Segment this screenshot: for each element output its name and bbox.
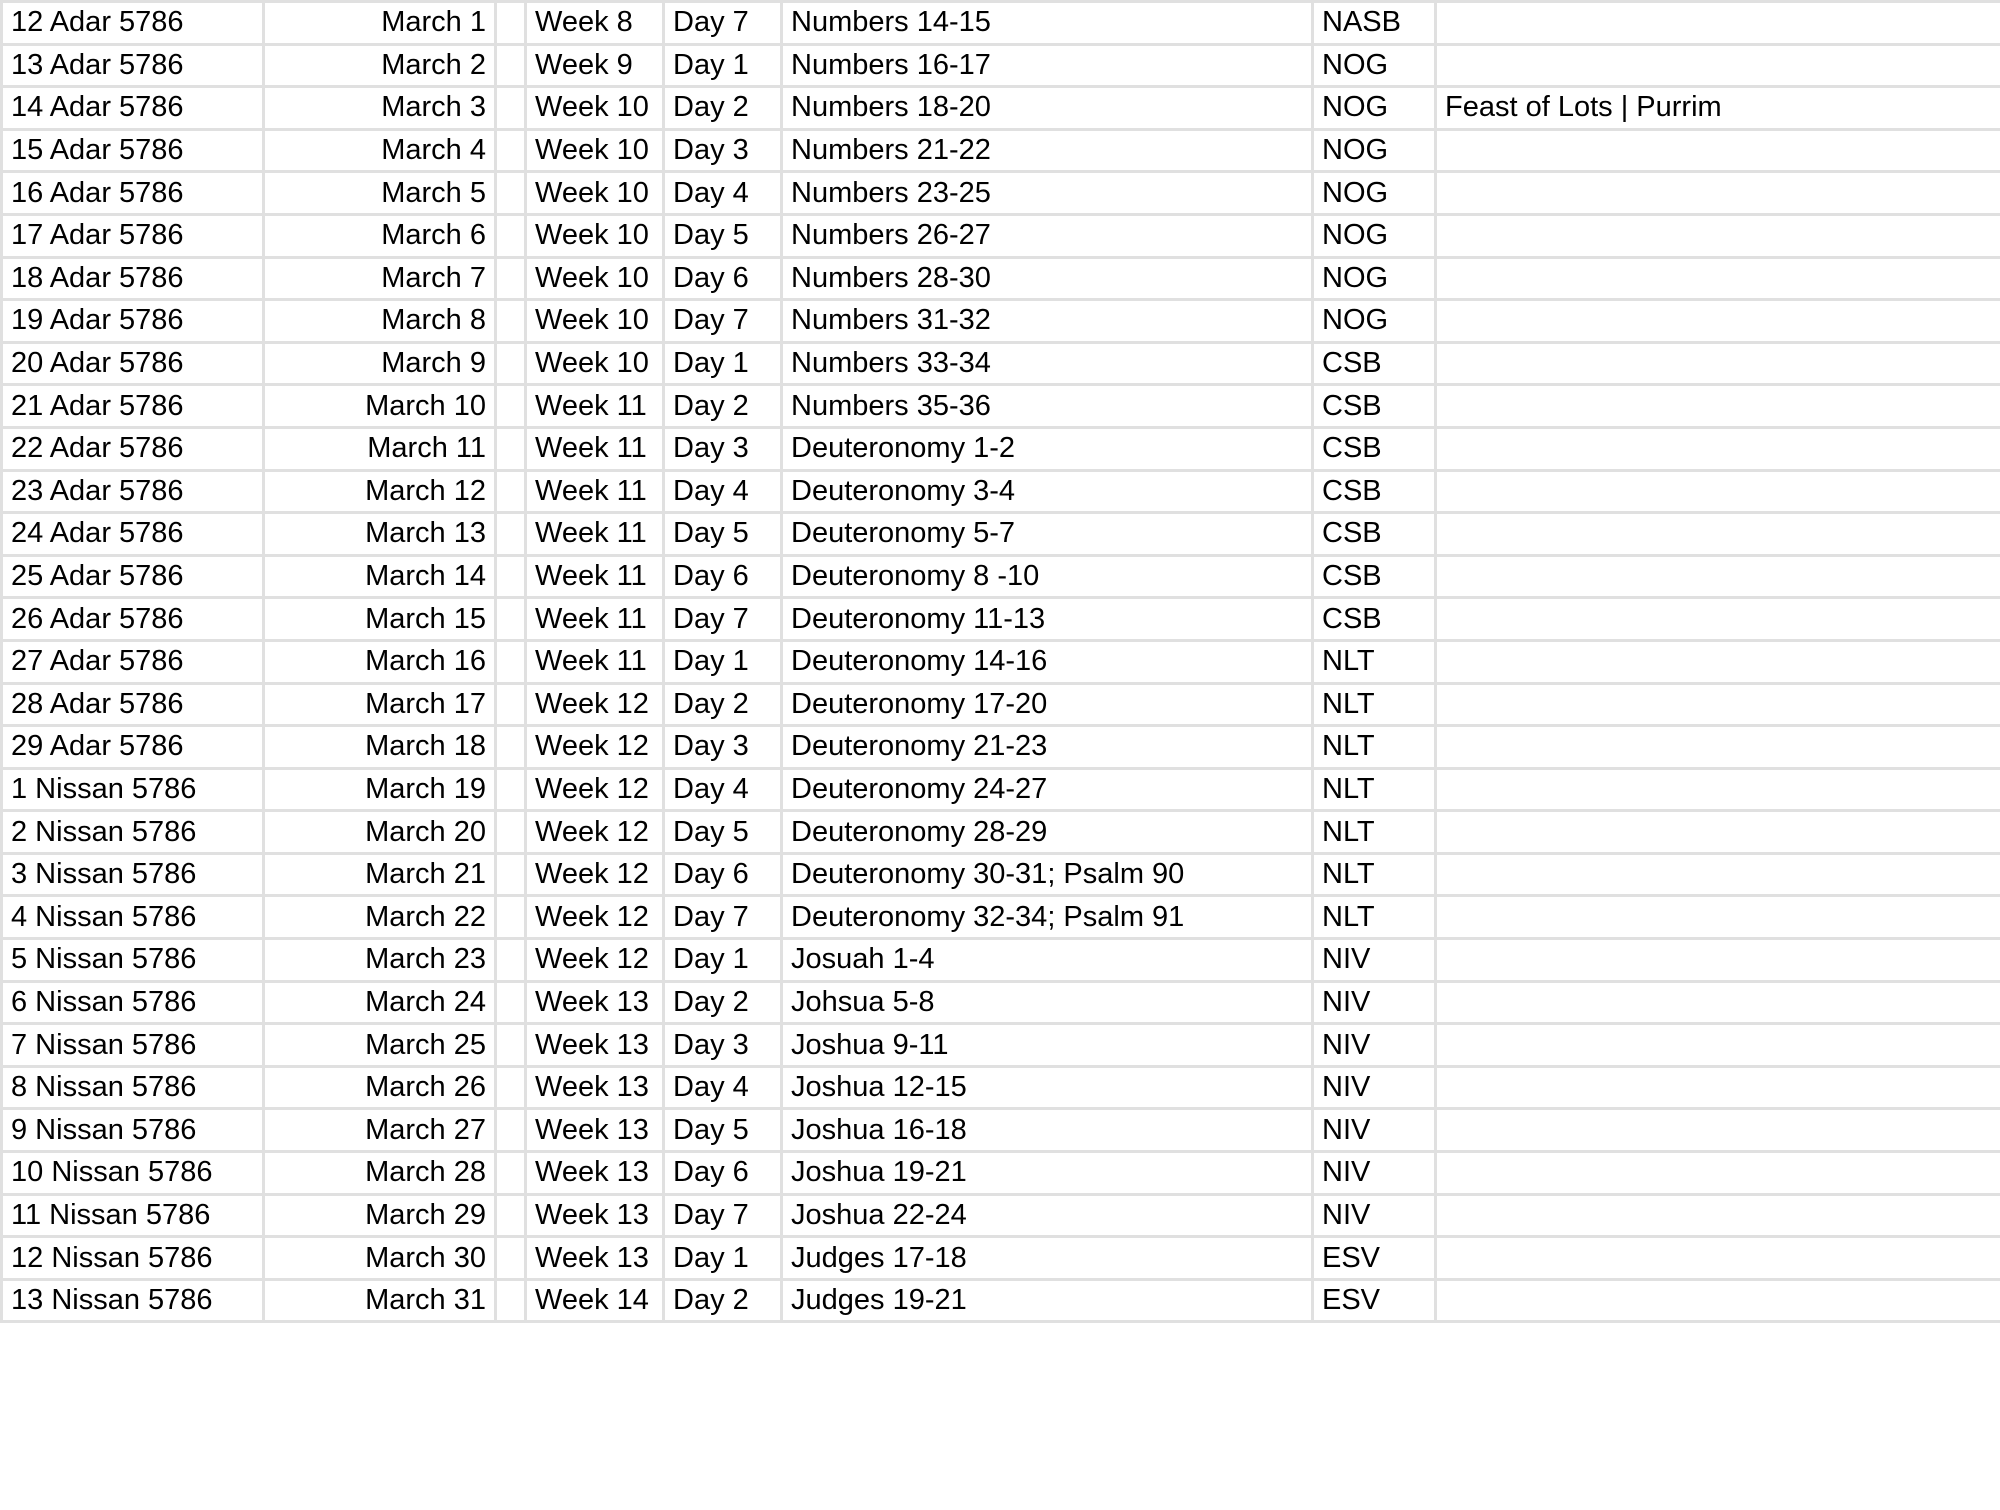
note-cell[interactable]: [1436, 1237, 2000, 1280]
empty-cell[interactable]: [496, 1109, 526, 1152]
hebrew-date-cell[interactable]: 16 Adar 5786: [2, 172, 264, 215]
hebrew-date-cell[interactable]: 29 Adar 5786: [2, 726, 264, 769]
version-cell[interactable]: CSB: [1313, 427, 1436, 470]
note-cell[interactable]: [1436, 470, 2000, 513]
date-cell[interactable]: March 22: [264, 896, 496, 939]
empty-cell[interactable]: [496, 1194, 526, 1237]
version-cell[interactable]: NIV: [1313, 1194, 1436, 1237]
day-cell[interactable]: Day 2: [664, 1279, 782, 1322]
date-cell[interactable]: March 15: [264, 598, 496, 641]
day-cell[interactable]: Day 1: [664, 939, 782, 982]
date-cell[interactable]: March 3: [264, 87, 496, 130]
reading-cell[interactable]: Numbers 28-30: [782, 257, 1313, 300]
week-cell[interactable]: Week 9: [526, 44, 664, 87]
hebrew-date-cell[interactable]: 13 Adar 5786: [2, 44, 264, 87]
day-cell[interactable]: Day 3: [664, 129, 782, 172]
table-row: [2, 939, 2000, 982]
reading-cell[interactable]: Deuteronomy 21-23: [782, 726, 1313, 769]
date-cell[interactable]: March 4: [264, 129, 496, 172]
reading-cell[interactable]: Judges 19-21: [782, 1279, 1313, 1322]
reading-cell[interactable]: Deuteronomy 14-16: [782, 640, 1313, 683]
note-cell[interactable]: [1436, 896, 2000, 939]
table-row: [2, 726, 2000, 769]
empty-cell[interactable]: [496, 300, 526, 343]
table-row: [2, 470, 2000, 513]
version-cell[interactable]: NLT: [1313, 726, 1436, 769]
date-cell[interactable]: March 29: [264, 1194, 496, 1237]
note-cell[interactable]: [1436, 342, 2000, 385]
hebrew-date-cell[interactable]: 22 Adar 5786: [2, 427, 264, 470]
hebrew-date-cell[interactable]: 17 Adar 5786: [2, 214, 264, 257]
day-cell[interactable]: Day 1: [664, 342, 782, 385]
empty-cell[interactable]: [496, 853, 526, 896]
day-cell[interactable]: Day 5: [664, 1109, 782, 1152]
empty-cell[interactable]: [496, 385, 526, 428]
note-cell[interactable]: [1436, 44, 2000, 87]
version-cell[interactable]: NLT: [1313, 683, 1436, 726]
table-row: [2, 44, 2000, 87]
day-cell[interactable]: Day 1: [664, 44, 782, 87]
version-cell[interactable]: NLT: [1313, 896, 1436, 939]
empty-cell[interactable]: [496, 1066, 526, 1109]
hebrew-date-cell[interactable]: 12 Adar 5786: [2, 2, 264, 45]
date-cell[interactable]: March 23: [264, 939, 496, 982]
table-row: [2, 555, 2000, 598]
week-cell[interactable]: Week 11: [526, 640, 664, 683]
reading-cell[interactable]: Josuah 1-4: [782, 939, 1313, 982]
hebrew-date-cell[interactable]: 13 Nissan 5786: [2, 1279, 264, 1322]
table-body: [2, 2, 2000, 1322]
version-cell[interactable]: NOG: [1313, 300, 1436, 343]
empty-cell[interactable]: [496, 683, 526, 726]
note-cell[interactable]: [1436, 683, 2000, 726]
empty-cell[interactable]: [496, 87, 526, 130]
note-cell[interactable]: [1436, 939, 2000, 982]
version-cell[interactable]: NOG: [1313, 257, 1436, 300]
empty-cell[interactable]: [496, 2, 526, 45]
date-cell[interactable]: March 30: [264, 1237, 496, 1280]
reading-cell[interactable]: Numbers 21-22: [782, 129, 1313, 172]
day-cell[interactable]: Day 2: [664, 87, 782, 130]
reading-cell[interactable]: Joshua 19-21: [782, 1152, 1313, 1195]
table-row: [2, 342, 2000, 385]
day-cell[interactable]: Day 5: [664, 513, 782, 556]
hebrew-date-cell[interactable]: 19 Adar 5786: [2, 300, 264, 343]
reading-cell[interactable]: Deuteronomy 24-27: [782, 768, 1313, 811]
day-cell[interactable]: Day 4: [664, 1066, 782, 1109]
reading-cell[interactable]: Deuteronomy 5-7: [782, 513, 1313, 556]
day-cell[interactable]: Day 3: [664, 1024, 782, 1067]
day-cell[interactable]: Day 4: [664, 768, 782, 811]
hebrew-date-cell[interactable]: 3 Nissan 5786: [2, 853, 264, 896]
version-cell[interactable]: NIV: [1313, 1066, 1436, 1109]
note-cell[interactable]: Feast of Lots | Purrim: [1436, 87, 2000, 130]
table-row: [2, 598, 2000, 641]
week-cell[interactable]: Week 13: [526, 1152, 664, 1195]
empty-cell[interactable]: [496, 1279, 526, 1322]
week-cell[interactable]: Week 10: [526, 300, 664, 343]
reading-cell[interactable]: Deuteronomy 11-13: [782, 598, 1313, 641]
week-cell[interactable]: Week 13: [526, 1194, 664, 1237]
hebrew-date-cell[interactable]: 5 Nissan 5786: [2, 939, 264, 982]
week-cell[interactable]: Week 13: [526, 981, 664, 1024]
hebrew-date-cell[interactable]: 9 Nissan 5786: [2, 1109, 264, 1152]
date-cell[interactable]: March 11: [264, 427, 496, 470]
empty-cell[interactable]: [496, 811, 526, 854]
date-cell[interactable]: March 18: [264, 726, 496, 769]
note-cell[interactable]: [1436, 726, 2000, 769]
date-cell[interactable]: March 14: [264, 555, 496, 598]
reading-cell[interactable]: Deuteronomy 1-2: [782, 427, 1313, 470]
table-row: [2, 214, 2000, 257]
table-row: [2, 1152, 2000, 1195]
table-row: [2, 300, 2000, 343]
date-cell[interactable]: March 2: [264, 44, 496, 87]
version-cell[interactable]: NIV: [1313, 1109, 1436, 1152]
date-cell[interactable]: March 17: [264, 683, 496, 726]
note-cell[interactable]: [1436, 300, 2000, 343]
date-cell[interactable]: March 5: [264, 172, 496, 215]
note-cell[interactable]: [1436, 1279, 2000, 1322]
hebrew-date-cell[interactable]: 24 Adar 5786: [2, 513, 264, 556]
date-cell[interactable]: March 19: [264, 768, 496, 811]
week-cell[interactable]: Week 14: [526, 1279, 664, 1322]
version-cell[interactable]: NLT: [1313, 768, 1436, 811]
note-cell[interactable]: [1436, 172, 2000, 215]
table-row: [2, 257, 2000, 300]
week-cell[interactable]: Week 10: [526, 87, 664, 130]
hebrew-date-cell[interactable]: 7 Nissan 5786: [2, 1024, 264, 1067]
note-cell[interactable]: [1436, 555, 2000, 598]
hebrew-date-cell[interactable]: 11 Nissan 5786: [2, 1194, 264, 1237]
version-cell[interactable]: NOG: [1313, 172, 1436, 215]
date-cell[interactable]: March 24: [264, 981, 496, 1024]
day-cell[interactable]: Day 3: [664, 427, 782, 470]
version-cell[interactable]: NOG: [1313, 129, 1436, 172]
week-cell[interactable]: Week 12: [526, 853, 664, 896]
empty-cell[interactable]: [496, 172, 526, 215]
version-cell[interactable]: NOG: [1313, 87, 1436, 130]
version-cell[interactable]: CSB: [1313, 342, 1436, 385]
day-cell[interactable]: Day 7: [664, 1194, 782, 1237]
table-row: [2, 513, 2000, 556]
day-cell[interactable]: Day 2: [664, 981, 782, 1024]
empty-cell[interactable]: [496, 555, 526, 598]
week-cell[interactable]: Week 10: [526, 214, 664, 257]
hebrew-date-cell[interactable]: 1 Nissan 5786: [2, 768, 264, 811]
empty-cell[interactable]: [496, 598, 526, 641]
week-cell[interactable]: Week 10: [526, 342, 664, 385]
table-row: [2, 981, 2000, 1024]
version-cell[interactable]: CSB: [1313, 598, 1436, 641]
hebrew-date-cell[interactable]: 23 Adar 5786: [2, 470, 264, 513]
hebrew-date-cell[interactable]: 8 Nissan 5786: [2, 1066, 264, 1109]
version-cell[interactable]: ESV: [1313, 1279, 1436, 1322]
date-cell[interactable]: March 10: [264, 385, 496, 428]
reading-cell[interactable]: Deuteronomy 17-20: [782, 683, 1313, 726]
day-cell[interactable]: Day 5: [664, 214, 782, 257]
date-cell[interactable]: March 1: [264, 2, 496, 45]
reading-cell[interactable]: Numbers 14-15: [782, 2, 1313, 45]
hebrew-date-cell[interactable]: 2 Nissan 5786: [2, 811, 264, 854]
table-row: [2, 768, 2000, 811]
reading-cell[interactable]: Joshua 22-24: [782, 1194, 1313, 1237]
day-cell[interactable]: Day 6: [664, 257, 782, 300]
version-cell[interactable]: NASB: [1313, 2, 1436, 45]
empty-cell[interactable]: [496, 939, 526, 982]
note-cell[interactable]: [1436, 853, 2000, 896]
week-cell[interactable]: Week 13: [526, 1066, 664, 1109]
date-cell[interactable]: March 13: [264, 513, 496, 556]
week-cell[interactable]: Week 13: [526, 1109, 664, 1152]
day-cell[interactable]: Day 6: [664, 853, 782, 896]
reading-cell[interactable]: Deuteronomy 3-4: [782, 470, 1313, 513]
note-cell[interactable]: [1436, 2, 2000, 45]
reading-cell[interactable]: Joshua 9-11: [782, 1024, 1313, 1067]
week-cell[interactable]: Week 12: [526, 683, 664, 726]
empty-cell[interactable]: [496, 726, 526, 769]
version-cell[interactable]: NIV: [1313, 1024, 1436, 1067]
week-cell[interactable]: Week 11: [526, 555, 664, 598]
week-cell[interactable]: Week 10: [526, 257, 664, 300]
reading-cell[interactable]: Judges 17-18: [782, 1237, 1313, 1280]
reading-cell[interactable]: Numbers 16-17: [782, 44, 1313, 87]
note-cell[interactable]: [1436, 598, 2000, 641]
reading-cell[interactable]: Deuteronomy 8 -10: [782, 555, 1313, 598]
hebrew-date-cell[interactable]: 15 Adar 5786: [2, 129, 264, 172]
empty-cell[interactable]: [496, 342, 526, 385]
note-cell[interactable]: [1436, 257, 2000, 300]
week-cell[interactable]: Week 11: [526, 513, 664, 556]
table-row: [2, 1194, 2000, 1237]
week-cell[interactable]: Week 12: [526, 939, 664, 982]
note-cell[interactable]: [1436, 513, 2000, 556]
reading-cell[interactable]: Deuteronomy 28-29: [782, 811, 1313, 854]
week-cell[interactable]: Week 10: [526, 129, 664, 172]
day-cell[interactable]: Day 1: [664, 1237, 782, 1280]
hebrew-date-cell[interactable]: 25 Adar 5786: [2, 555, 264, 598]
week-cell[interactable]: Week 11: [526, 470, 664, 513]
table-row: [2, 427, 2000, 470]
note-cell[interactable]: [1436, 1109, 2000, 1152]
hebrew-date-cell[interactable]: 14 Adar 5786: [2, 87, 264, 130]
hebrew-date-cell[interactable]: 12 Nissan 5786: [2, 1237, 264, 1280]
version-cell[interactable]: NOG: [1313, 44, 1436, 87]
reading-cell[interactable]: Deuteronomy 32-34; Psalm 91: [782, 896, 1313, 939]
version-cell[interactable]: NLT: [1313, 811, 1436, 854]
reading-cell[interactable]: Numbers 35-36: [782, 385, 1313, 428]
day-cell[interactable]: Day 1: [664, 640, 782, 683]
empty-cell[interactable]: [496, 129, 526, 172]
empty-cell[interactable]: [496, 470, 526, 513]
week-cell[interactable]: Week 11: [526, 598, 664, 641]
date-cell[interactable]: March 8: [264, 300, 496, 343]
week-cell[interactable]: Week 11: [526, 427, 664, 470]
table-row: [2, 896, 2000, 939]
day-cell[interactable]: Day 4: [664, 470, 782, 513]
version-cell[interactable]: CSB: [1313, 470, 1436, 513]
table-row: [2, 640, 2000, 683]
note-cell[interactable]: [1436, 1194, 2000, 1237]
empty-cell[interactable]: [496, 214, 526, 257]
date-cell[interactable]: March 31: [264, 1279, 496, 1322]
table-row: [2, 1237, 2000, 1280]
table-row: [2, 129, 2000, 172]
note-cell[interactable]: [1436, 768, 2000, 811]
hebrew-date-cell[interactable]: 20 Adar 5786: [2, 342, 264, 385]
empty-cell[interactable]: [496, 981, 526, 1024]
empty-cell[interactable]: [496, 44, 526, 87]
day-cell[interactable]: Day 7: [664, 300, 782, 343]
version-cell[interactable]: NLT: [1313, 853, 1436, 896]
table-row: [2, 1279, 2000, 1322]
empty-cell[interactable]: [496, 640, 526, 683]
day-cell[interactable]: Day 6: [664, 555, 782, 598]
note-cell[interactable]: [1436, 129, 2000, 172]
version-cell[interactable]: NIV: [1313, 1152, 1436, 1195]
reading-cell[interactable]: Numbers 18-20: [782, 87, 1313, 130]
note-cell[interactable]: [1436, 1066, 2000, 1109]
hebrew-date-cell[interactable]: 27 Adar 5786: [2, 640, 264, 683]
reading-cell[interactable]: Numbers 31-32: [782, 300, 1313, 343]
table-row: [2, 87, 2000, 130]
day-cell[interactable]: Day 5: [664, 811, 782, 854]
reading-cell[interactable]: Numbers 26-27: [782, 214, 1313, 257]
day-cell[interactable]: Day 2: [664, 683, 782, 726]
week-cell[interactable]: Week 12: [526, 768, 664, 811]
note-cell[interactable]: [1436, 1152, 2000, 1195]
reading-cell[interactable]: Johsua 5-8: [782, 981, 1313, 1024]
table-row: [2, 853, 2000, 896]
table-row: [2, 1024, 2000, 1067]
version-cell[interactable]: NIV: [1313, 981, 1436, 1024]
date-cell[interactable]: March 20: [264, 811, 496, 854]
version-cell[interactable]: CSB: [1313, 555, 1436, 598]
hebrew-date-cell[interactable]: 10 Nissan 5786: [2, 1152, 264, 1195]
table-row: [2, 811, 2000, 854]
empty-cell[interactable]: [496, 1237, 526, 1280]
empty-cell[interactable]: [496, 768, 526, 811]
table-row: [2, 1066, 2000, 1109]
note-cell[interactable]: [1436, 385, 2000, 428]
version-cell[interactable]: NLT: [1313, 640, 1436, 683]
week-cell[interactable]: Week 12: [526, 896, 664, 939]
date-cell[interactable]: March 21: [264, 853, 496, 896]
week-cell[interactable]: Week 8: [526, 2, 664, 45]
version-cell[interactable]: ESV: [1313, 1237, 1436, 1280]
week-cell[interactable]: Week 13: [526, 1237, 664, 1280]
day-cell[interactable]: Day 4: [664, 172, 782, 215]
reading-cell[interactable]: Numbers 23-25: [782, 172, 1313, 215]
empty-cell[interactable]: [496, 513, 526, 556]
empty-cell[interactable]: [496, 427, 526, 470]
note-cell[interactable]: [1436, 214, 2000, 257]
empty-cell[interactable]: [496, 1024, 526, 1067]
note-cell[interactable]: [1436, 811, 2000, 854]
day-cell[interactable]: Day 3: [664, 726, 782, 769]
day-cell[interactable]: Day 2: [664, 385, 782, 428]
version-cell[interactable]: NIV: [1313, 939, 1436, 982]
week-cell[interactable]: Week 13: [526, 1024, 664, 1067]
table-row: [2, 2, 2000, 45]
date-cell[interactable]: March 9: [264, 342, 496, 385]
hebrew-date-cell[interactable]: 6 Nissan 5786: [2, 981, 264, 1024]
hebrew-date-cell[interactable]: 28 Adar 5786: [2, 683, 264, 726]
day-cell[interactable]: Day 7: [664, 896, 782, 939]
date-cell[interactable]: March 16: [264, 640, 496, 683]
reading-cell[interactable]: Joshua 16-18: [782, 1109, 1313, 1152]
date-cell[interactable]: March 28: [264, 1152, 496, 1195]
note-cell[interactable]: [1436, 981, 2000, 1024]
table-row: [2, 1109, 2000, 1152]
day-cell[interactable]: Day 7: [664, 2, 782, 45]
table-row: [2, 385, 2000, 428]
empty-cell[interactable]: [496, 257, 526, 300]
date-cell[interactable]: March 26: [264, 1066, 496, 1109]
version-cell[interactable]: CSB: [1313, 513, 1436, 556]
week-cell[interactable]: Week 12: [526, 726, 664, 769]
note-cell[interactable]: [1436, 427, 2000, 470]
hebrew-date-cell[interactable]: 26 Adar 5786: [2, 598, 264, 641]
version-cell[interactable]: CSB: [1313, 385, 1436, 428]
empty-cell[interactable]: [496, 896, 526, 939]
table-row: [2, 683, 2000, 726]
week-cell[interactable]: Week 11: [526, 385, 664, 428]
hebrew-date-cell[interactable]: 18 Adar 5786: [2, 257, 264, 300]
date-cell[interactable]: March 7: [264, 257, 496, 300]
date-cell[interactable]: March 27: [264, 1109, 496, 1152]
date-cell[interactable]: March 25: [264, 1024, 496, 1067]
hebrew-date-cell[interactable]: 4 Nissan 5786: [2, 896, 264, 939]
table-row: [2, 172, 2000, 215]
note-cell[interactable]: [1436, 1024, 2000, 1067]
reading-cell[interactable]: Deuteronomy 30-31; Psalm 90: [782, 853, 1313, 896]
hebrew-date-cell[interactable]: 21 Adar 5786: [2, 385, 264, 428]
note-cell[interactable]: [1436, 640, 2000, 683]
reading-cell[interactable]: Numbers 33-34: [782, 342, 1313, 385]
week-cell[interactable]: Week 12: [526, 811, 664, 854]
day-cell[interactable]: Day 6: [664, 1152, 782, 1195]
reading-cell[interactable]: Joshua 12-15: [782, 1066, 1313, 1109]
day-cell[interactable]: Day 7: [664, 598, 782, 641]
date-cell[interactable]: March 6: [264, 214, 496, 257]
week-cell[interactable]: Week 10: [526, 172, 664, 215]
version-cell[interactable]: NOG: [1313, 214, 1436, 257]
empty-cell[interactable]: [496, 1152, 526, 1195]
date-cell[interactable]: March 12: [264, 470, 496, 513]
